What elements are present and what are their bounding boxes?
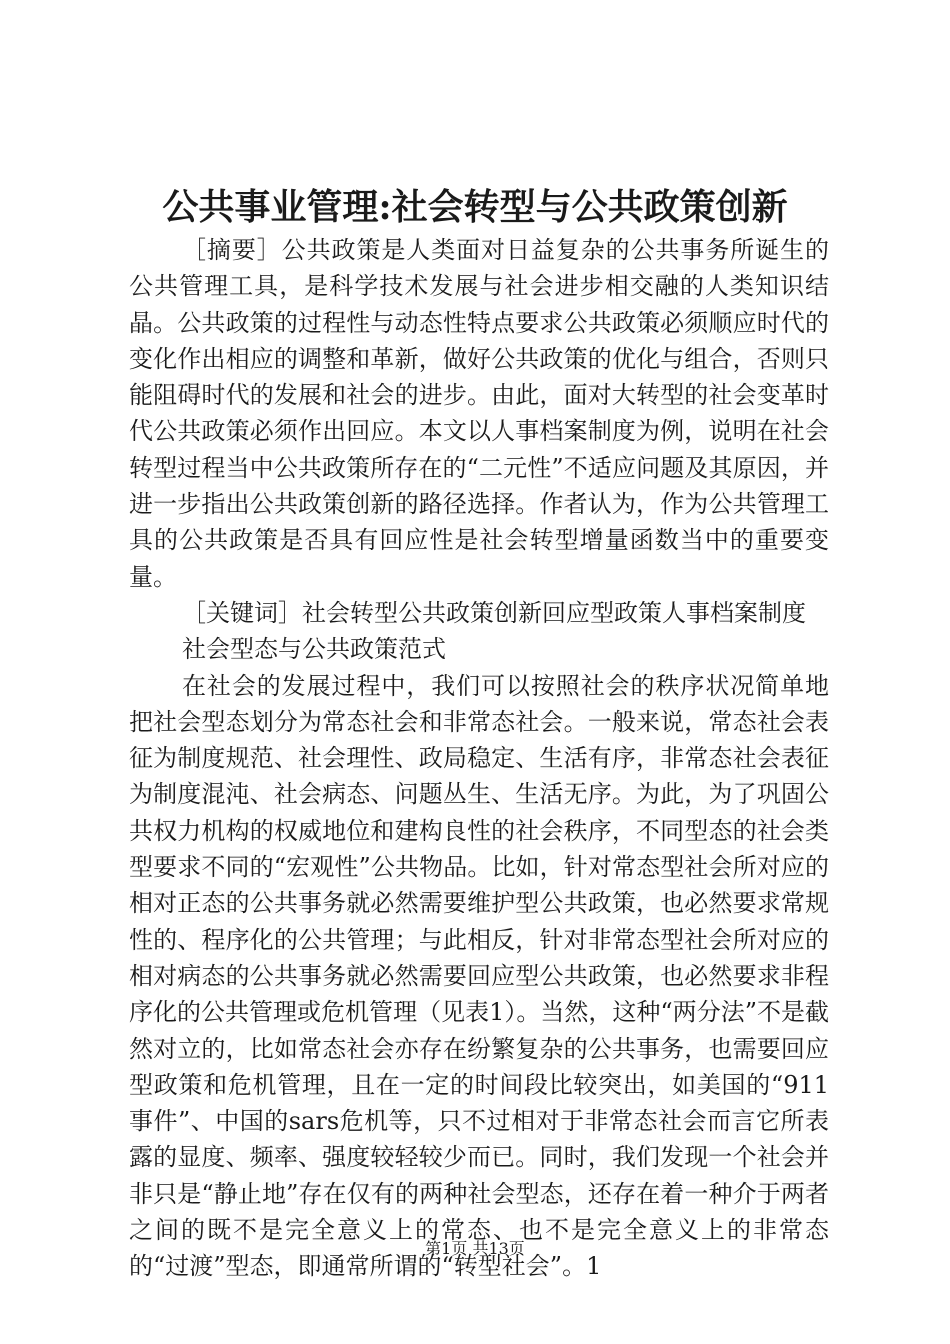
page-footer: 第1页 共13页 <box>425 1239 525 1258</box>
body-paragraph: 在社会的发展过程中，我们可以按照社会的秩序状况简单地把社会型态划分为常态社会和非常态社会。一般来说，常态社会表征为制度规范、社会理性、政局稳定、生活有序，非常态社会表征为制度混沌、社会病态、问题丛生、生活无序。为此，为了巩固公共权力机构的权威地位和建构良性的社会秩序，不同型态的社会类型要求不同的“宏观性”公共物品。比如，针对常态型社会所对应的相对正态的公共事务就必然需要维护型公共政策，也必然要求常规性的、程序化的公共管理；与此相反，针对非常态型社会所对应的相对病态的公共事务就必然需要回应型公共政策，也必然要求非程序化的公共管理或危机管理（见表1）。当然，这种“两分法”不是截然对立的，比如常态社会亦存在纷繁复杂的公共事务，也需要回应型政策和危机管理，且在一定的时间段比较突出，如美国的“911事件”、中国的sars危机等，只不过相对于非常态社会而言它所表露的显度、频率、强度较轻较少而已。同时，我们发现一个社会并非只是“静止地”存在仅有的两种社会型态，还存在着一种介于两者之间的既不是完全意义上的常态、也不是完全意义上的非常态的“过渡”型态，即通常所谓的“转型社会”。1 <box>129 671 829 1281</box>
document-body <box>129 232 829 1285</box>
abstract-paragraph: ［摘要］公共政策是人类面对日益复杂的公共事务所诞生的公共管理工具，是科学技术发展与社会进步相交融的人类知识结晶。公共政策的过程性与动态性特点要求公共政策必须顺应时代的变化作出相应的调整和革新，做好公共政策的优化与组合，否则只能阻碍时代的发展和社会的进步。由此，面对大转型的社会变革时代公共政策必须作出回应。本文以人事档案制度为例，说明在社会转型过程当中公共政策所存在的“二元性”不适应问题及其原因，并进一步指出公共政策创新的路径选择。作者认为，作为公共管理工具的公共政策是否具有回应性是社会转型增量函数当中的重要变量。 <box>129 236 829 591</box>
section-heading: 社会型态与公共政策范式 <box>182 635 446 664</box>
document-title: 公共事业管理:社会转型与公共政策创新 <box>162 186 788 228</box>
keywords-paragraph: ［关键词］社会转型公共政策创新回应型政策人事档案制度 <box>182 598 806 627</box>
